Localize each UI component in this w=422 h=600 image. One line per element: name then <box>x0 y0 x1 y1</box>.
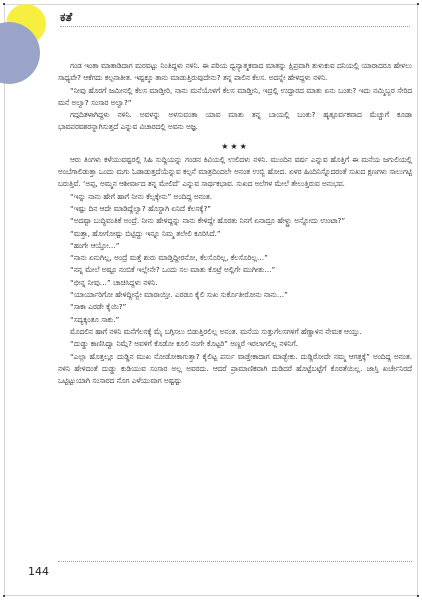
dialogue-line: “ನೀವು ಹೊರಗೆ ಜಮೀನಲ್ಲಿ ಕೆಲಸ ಮಾಡ್ತೀರಿ, ನಾನು ಮನೆಯೊಳಗೆ ಕೆಲಸ ಮಾಡ್ತೀನಿ, ಇದ್ರಲ್ಲಿ ಉದ್ದಾರದ ಮಾತು ಏನು ಬಂತು? ಇದು ನಮ್ಮಿಬ್ಬರ ಸೇರಿದ ಮನೆ ಅಲ್ವಾ? ಸಂಸಾರ ಅಲ್ವಾ?” <box>58 85 412 107</box>
crop-mark <box>3 595 5 597</box>
dialogue-line: “ಸಾಕಾ ಎರಡೇ ಕೈಯಿ?” <box>70 302 127 312</box>
paragraph: ಆರು ತಿಂಗಳು ಕಳೆಯುವಷ್ಟರಲ್ಲಿ ಸಿಹಿ ಸುದ್ದಿಯನ್ನು ಗಂಡನ ಕಿವಿಯಲ್ಲಿ ಉಲಿದಳು ನಳಿನಿ. ಮುಂದಿನ ವರ್ಷ ಎನ್ನುವ ಹೊತ್ತಿಗೆ ಈ ಮನೆಯ ಜಗುಲಿಯಲ್ಲಿ ಅಂಬೆಗಾಲಿಡುತ್ತಾ ಒಂದು ಮಗು ಓಡಾಡುತ್ತದೆಯೆನ್ನುವ ಕಲ್ಪನೆ ಮಾತ್ರದಿಂದಲೇ ಅನಂತ ಉಬ್ಬಿ ಹೋದ. ಏಳರ ಹಿಂದಿನಿಸ್ನೊದರಂತೆ ಸುಖದ ಕ್ಷಣಗಳು ಸಾಲುಗಟ್ಟಿ ಬರುತ್ತಿವೆ. ‘ಅಪ್ಪ, ಅಮ್ಮನ ಆಶೀರ್ವಾದ ತನ್ನ ಮೇಲಿದೆ’ ಎನ್ನುವ ಸಾರ್ಥಕಭಾವ. ಸುಖದ ಅಲೆಗಳ ಮೇಲೆ ತೇಲುತ್ತಿರುವ ಅನುಭವ. <box>58 154 412 189</box>
dialogue-line: “ಸದ್ಯಕ್ಕಂತೂ ಸಾಕು.” <box>70 314 120 324</box>
dialogue-line: “ನಾನು ಏನುಗಿಲ್ಲ, ಅಂದ್ರೆ ಮತ್ತೆ ಶುರು ಮಾಡ್ತಿದ್ದೀರನೋ, ಕೆಲಸೊರಿಲ್ಲ, ಕೆಲಸೊರಿಲ್ಲ…” <box>70 253 268 263</box>
crop-mark <box>417 595 419 597</box>
dialogue-line: “ಇನ್ನು ನಾನು ಹೇಗೆ ಹಾಗೆ ನೀನು ಕೆಲ್ಸಕ್ಕೇನು” ಅಂದಿದ್ದ ಅನಂತ. <box>70 191 213 201</box>
header-divider <box>60 26 410 27</box>
dialogue-line: “ಮತ್ತಾ, ಹೋಗೋಷ್ಟು ಬಿಟ್ಟಿದ್ದು ಇನ್ನೂ ನಿಮ್ಮ ತಲೇಲಿ ಕೂರಿಸಿದೆ.” <box>70 228 221 238</box>
paragraph: ಗದ್ಗದಿತಳಾಗಿದ್ದಳು ನಳಿನಿ. ಅವಳನ್ನು ಅಳಸುವಂತಾ ಯಾವ ಮಾತು ತನ್ನ ಬಾಯಲ್ಲಿ ಬಂತು? ಹೃತ್ಪೂರ್ವಕವಾದ ಮೆಚ್ಚುಗೆ ಕೂಡಾ ಭಾವಪರವಶರನ್ನಾಗಿಸುತ್ತದೆ ಎನ್ನುವ ವಿಚಾರದಲ್ಲಿ ಅವನು ಅಜ್ಞ. <box>58 110 412 132</box>
dialogue-line: “ಇಷ್ಟು ದಿನ ಆದೇ ಮಾಡಿದ್ದೆಲ್ವಾ? ಹೊಸ್ದಾಗಿ ಏನಿದೆ ಕೆಲಸಕ್ಕೆ?” <box>70 203 212 213</box>
page-number: 144 <box>28 565 49 578</box>
dialogue-line: “ಛೀನ್ನ ನೀವು…” ಚಾಚಿಸಿದ್ದಳು ನಳಿನಿ. <box>70 277 158 287</box>
paragraph: ಮೊದಲಿನ ಹಾಗೆ ನಳಿನಿ ಮನೆಗೆಲಸಕ್ಕೆ ಮೈ ಬಗ್ಗಿಸಲು ಬಿಡುತ್ತಿರಲಿಲ್ಲ ಅನಂತ. ಮನೆಯ ಸುತ್ತುಗೆಲಸಗಳಿಗೆ ಹೆಣ್ಣಾಳಿನ ನೇಮಕ ಆಯ್ತು. <box>70 326 362 336</box>
scene-break: ★★★ <box>221 141 249 151</box>
dialogue-line: “ಯಾರ್ಯಾರಿಗೋ ಹೇಳಿದ್ದೀನ್ವೇ ಮಾರಾಯ್ತೀ. ಎರಡೂ ಕೈಲಿ ಸುಖ ಸುರ್ಕೊತೀರೋನು ನಾನು…” <box>70 290 288 300</box>
dialogue-line: “ಹಂಗೇ ಆಯ್ತೋ…” <box>70 240 120 250</box>
dialogue-line: “ಅದಷ್ಟಾ ಬುದ್ಧಿವಂತಿಕೆ ಅಂದ್ರೆ. ನೀನು ಹೇಳಿದ್ದನ್ನು ನಾನು ಕೇಳಿದ್ದೇ ಹೊರತು ನಿನಗೆ ಏನಾದ್ರೂ ಹೇಳ್ದ್ರು ಅನ್ನೋದು ಉಂಟಾ?” <box>70 216 346 226</box>
dialogue-line: “ದುಡ್ಡು ಕಾಣಿಸಿದ್ವಾ ನಿಮ್ಗೆ? ಅವಳಿಗೆ ಕೊಡೋ ಕೂಲಿ ನಂಗೇ ಕೊಟ್ಟರಿ” ಅಣ್ದರೆ ಇರಲಾಗಲಿಲ್ಲ ನಳಿನಿಗೆ. <box>70 339 298 349</box>
story-text <box>58 60 412 542</box>
section-title: ಕತೆ <box>60 10 73 24</box>
crop-mark <box>3 3 5 5</box>
dialogue-line: “ನನ್ನ ಮೇಲೆ ಅಷ್ಟೂ ನಂಬಿಕೆ ಇಲ್ಲೇನೇ? ಒಂದು ಸಲ ಮಾತು ಕೊಟ್ರೆ ಅಲ್ಲಿಗೇ ಮುಗೀತು…” <box>70 265 276 275</box>
footer-divider <box>58 561 412 562</box>
paragraph: “ಎಲ್ಲಾ ಹೊತ್ತಲ್ಲೂ ದುಡ್ಡಿನ ಮುಖ ನೋಡೋಕಾಗುತ್ತಾ? ಕೈಲಿಟ್ಟ ಪರ್ಸು ವಾಡ್ತೇಕಾದಾಗ ಮಾಡ್ಬೇಕು. ದುಡ್ದಿರೋದೇ ನಮ್ಮ ಆಗತ್ತಕ್ಕೆ” ಅಂದಿದ್ದ ಅನಂತ. ನಳಿನಿ ಹೇಳಿದಂತೆ ದುಡ್ಡು ಕುಡಿಯುವ ಸಂಸಾರ ಅಲ್ಲ ಅವರದು. ಆದರೆ ಪ್ರಾಮಾಣಿಕವಾಗಿ ದುಡಿದರೆ ಹೊಟ್ಟೆಬಟ್ಟೆಗೆ ಕೊರತೆಯಿಲ್ಲ. ಜಾಸ್ತಿ ಖರ್ಚೇನಿರದೆ ಒಟ್ಟಿಟ್ಟುಯಾಗಿ ಸಂಸಾರದ ನೊಗ ಎಳೆಯುವಾಗ ಅಷ್ಟಷ್ಟು <box>58 351 412 386</box>
paragraph: ಗಂಡ ಇಂತಾ ಮಾತಾಡಿದಾಗ ಮರವಟ್ಟು ನಿಂತಿದ್ದಳು ನಳಿನಿ. ಈ ಪರಿಯ ಧ್ವನ್ಯಾತ್ಮಕವಾದ ಮಾತನ್ನು ಕ್ಷಿಪ್ರವಾಗಿ ತುಳುಕುವ ದನಿಯಲ್ಲಿ ಯಾರಾದರೂ ಹೇಳಲು ಸಾಧ್ಯವೇ? ಆಕೆಗದು ಕಲ್ಪನಾತೀತ. ಇಷ್ಟಕ್ಕೂ ತಾನು ಮಾಡುತ್ತಿರುವುದೇನು? ತನ್ನ ಪಾಲಿನ ಕೆಲಸ. ಅದನ್ನೇ ಹೇಳಿದ್ದಳು ನಳಿನಿ. <box>58 61 412 83</box>
crop-mark <box>417 3 419 5</box>
